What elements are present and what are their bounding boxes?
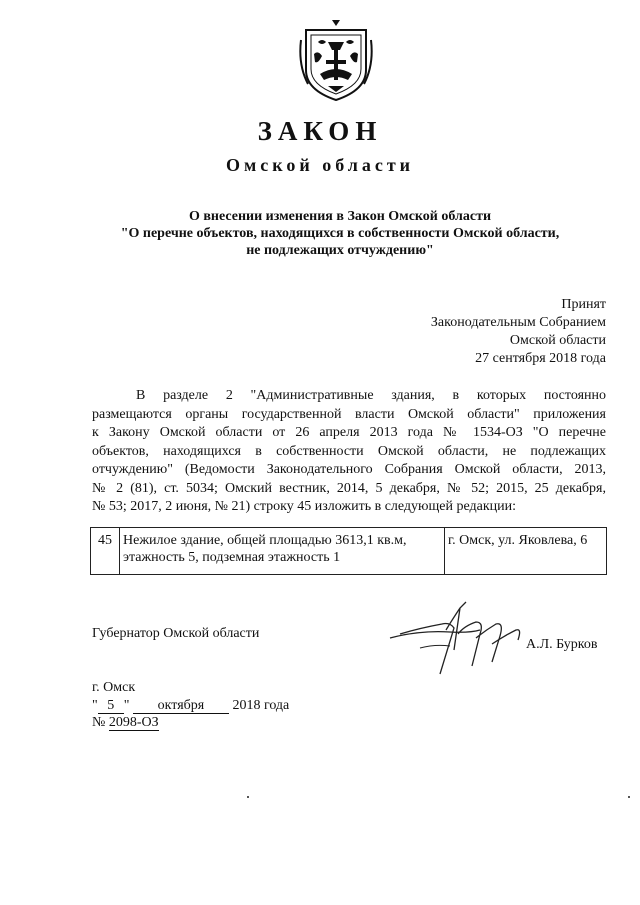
adoption-line: Принят — [561, 297, 606, 312]
paragraph-line: В разделе 2 "Административные здания, в которых постоянно — [136, 388, 606, 403]
subject-line: "О перечне объектов, находящихся в собственности Омской области, — [120, 226, 560, 241]
subject-line: не подлежащих отчуждению" — [246, 243, 434, 258]
table-row — [91, 528, 607, 575]
row-number-cell: 45 — [91, 528, 120, 575]
address-cell: г. Омск, ул. Яковлева, 6 — [445, 528, 607, 575]
paragraph-line: размещаются органы государственной власти Омской области" приложения — [92, 406, 606, 422]
coat-of-arms-emblem — [298, 20, 374, 102]
adoption-line: Омской области — [509, 333, 606, 348]
governor-name: А.Л. Бурков — [526, 637, 598, 652]
adoption-line: Законодательным Собранием — [430, 315, 606, 330]
number-sign: № — [92, 715, 106, 730]
amendment-table — [90, 527, 607, 575]
quote-open: " — [92, 698, 98, 713]
description-line: этажность 5, подземная этажность 1 — [123, 550, 341, 565]
adoption-date: 27 сентября 2018 года — [475, 351, 606, 366]
number-value: 2098-ОЗ — [108, 715, 159, 730]
law-subject — [60, 208, 620, 259]
date-day: 5 — [98, 699, 124, 714]
paragraph-line: объектов, находящихся в собственности Омской области, не подлежащих — [92, 443, 606, 459]
subject-line: О внесении изменения в Закон Омской области — [188, 209, 492, 224]
scan-speck — [247, 796, 249, 798]
signing-date — [92, 698, 289, 714]
region-title: Омской области — [225, 155, 415, 175]
date-month: октября — [133, 699, 229, 714]
object-description-cell — [120, 528, 445, 575]
main-paragraph — [92, 387, 606, 517]
law-number — [92, 715, 159, 731]
adoption-note — [346, 296, 606, 368]
description-line: Нежилое здание, общей площадью 3613,1 кв.м, — [123, 533, 407, 548]
handwritten-signature — [380, 600, 530, 680]
paragraph-line: отчуждению" (Ведомости Законодательного Собрания Омской области, 2013, — [92, 462, 606, 477]
document-type-title: ЗАКОН — [257, 116, 383, 146]
paragraph-line: № 2 (81), ст. 5034; Омский вестник, 2014, 5 декабря, № 52; 2015, 25 декабря, — [92, 480, 606, 496]
date-year: 2018 года — [232, 698, 290, 713]
signing-city: г. Омск — [92, 680, 136, 695]
paragraph-line: № 53; 2017, 2 июня, № 21) строку 45 изложить в следующей редакции: — [92, 499, 517, 514]
scan-speck — [628, 796, 630, 798]
governor-title: Губернатор Омской области — [92, 626, 260, 641]
quote-close: " — [123, 698, 130, 713]
paragraph-line: к Закону Омской области от 26 апреля 2013 года № 1534-ОЗ "О перечне — [92, 425, 606, 440]
